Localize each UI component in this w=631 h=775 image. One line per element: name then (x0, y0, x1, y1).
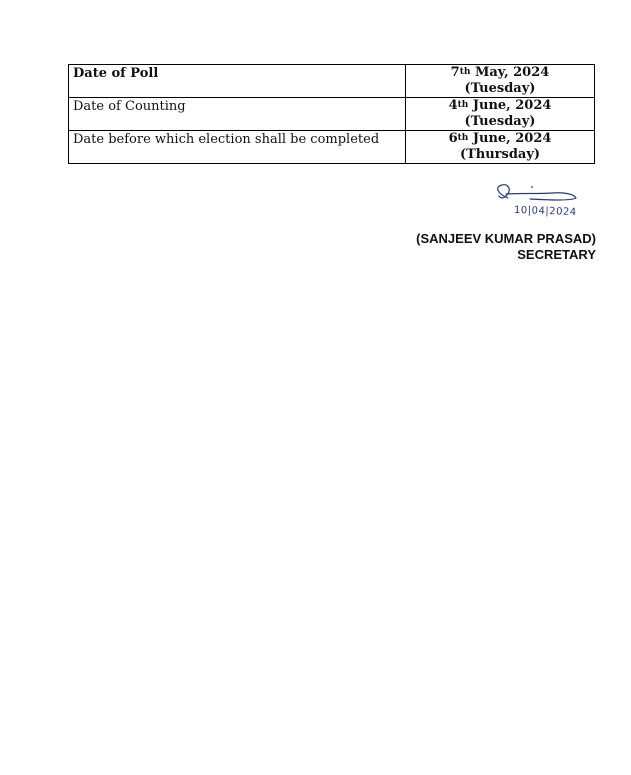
table-row (69, 131, 595, 164)
row-label: Date of Poll (69, 65, 406, 98)
date-day: 7 (450, 65, 460, 80)
date-line (406, 131, 594, 147)
weekday: (Tuesday) (464, 81, 536, 96)
signatory-designation: SECRETARY (517, 247, 596, 262)
signature-date: 10|04|2024 (513, 204, 577, 219)
row-label: Date of Counting (69, 98, 406, 131)
date-rest: June, 2024 (468, 98, 552, 113)
election-schedule-table (68, 64, 595, 164)
date-line (406, 65, 594, 81)
date-suffix: th (457, 133, 469, 143)
weekday: (Tuesday) (464, 114, 536, 129)
date-line (406, 98, 594, 114)
signatory-name: (SANJEEV KUMAR PRASAD) (416, 231, 596, 246)
weekday: (Thursday) (459, 147, 541, 162)
row-label: Date before which election shall be completed (69, 131, 406, 164)
date-suffix: th (459, 67, 471, 77)
row-value (406, 65, 595, 98)
date-rest: June, 2024 (468, 131, 552, 146)
date-suffix: th (457, 100, 469, 110)
date-day: 4 (448, 98, 458, 113)
date-rest: May, 2024 (470, 65, 550, 80)
signatory-block (416, 231, 596, 263)
date-day: 6 (448, 131, 458, 146)
table-row (69, 65, 595, 98)
row-value (406, 131, 595, 164)
row-value (406, 98, 595, 131)
table-row (69, 98, 595, 131)
